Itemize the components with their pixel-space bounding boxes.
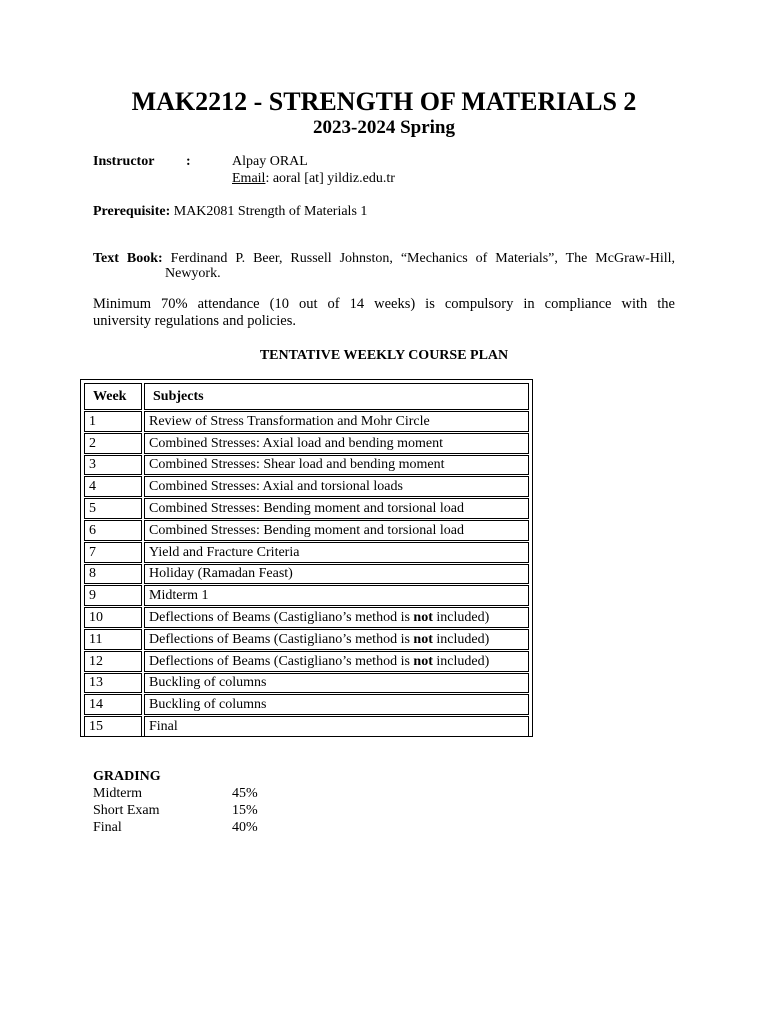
course-title: MAK2212 - STRENGTH OF MATERIALS 2 (131, 87, 637, 116)
subject-cell: Combined Stresses: Bending moment and torsional load (144, 498, 529, 519)
week-cell: 7 (84, 542, 142, 563)
textbook-label: Text Book: (93, 251, 163, 266)
week-cell: 14 (84, 694, 142, 715)
week-cell: 11 (84, 629, 142, 650)
subject-cell (144, 607, 529, 628)
prerequisite-label: Prerequisite: (93, 204, 171, 219)
week-cell: 15 (84, 716, 142, 737)
week-cell: 4 (84, 476, 142, 497)
grading-row (93, 785, 258, 802)
email-label: Email (232, 171, 266, 186)
subject-cell: Combined Stresses: Axial load and bending moment (144, 433, 529, 454)
subject-cell: Buckling of columns (144, 694, 529, 715)
grading-section (93, 768, 258, 836)
week-cell: 5 (84, 498, 142, 519)
week-cell: 1 (84, 411, 142, 432)
subject-text (149, 609, 489, 626)
subject-text-post: included) (432, 610, 490, 626)
prerequisite (93, 203, 367, 220)
instructor-name: Alpay ORAL (232, 154, 308, 169)
subject-cell: Holiday (Ramadan Feast) (144, 564, 529, 585)
subject-cell: Review of Stress Transformation and Mohr Circle (144, 411, 529, 432)
grading-item-value: 15% (232, 803, 258, 818)
course-plan-table (80, 379, 533, 737)
header-subjects: Subjects (144, 383, 529, 410)
subject-cell: Combined Stresses: Shear load and bending moment (144, 455, 529, 476)
subject-cell (144, 629, 529, 650)
subject-cell: Yield and Fracture Criteria (144, 542, 529, 563)
textbook-line2: Newyork. (165, 266, 221, 281)
week-cell: 6 (84, 520, 142, 541)
subject-cell: Midterm 1 (144, 585, 529, 606)
week-cell: 8 (84, 564, 142, 585)
subject-text (149, 631, 489, 648)
grading-list (93, 785, 258, 836)
week-cell: 12 (84, 651, 142, 672)
subject-cell: Combined Stresses: Axial and torsional loads (144, 476, 529, 497)
subject-cell (144, 651, 529, 672)
grading-item-value: 45% (232, 786, 258, 801)
prerequisite-value: MAK2081 Strength of Materials 1 (173, 204, 368, 219)
instructor-label: Instructor (93, 154, 155, 169)
subject-text-pre: Deflections of Beams (Castigliano’s method is (149, 631, 414, 647)
email-value: : aoral [at] yildiz.edu.tr (265, 171, 395, 186)
subject-cell: Combined Stresses: Bending moment and torsional load (144, 520, 529, 541)
subject-text-pre: Deflections of Beams (Castigliano’s method is (149, 653, 414, 669)
subject-cell: Final (144, 716, 529, 737)
subject-text (149, 653, 489, 670)
grading-item-label: Midterm (93, 786, 142, 801)
grading-row (93, 819, 258, 836)
course-term: 2023-2024 Spring (313, 117, 455, 138)
attendance-line1: Minimum 70% attendance (10 out of 14 weeks) is compulsory in compliance with the (93, 296, 675, 312)
subject-cell: Buckling of columns (144, 673, 529, 694)
plan-title: TENTATIVE WEEKLY COURSE PLAN (259, 348, 509, 363)
subject-text-post: included) (432, 653, 490, 669)
grading-item-value: 40% (232, 820, 258, 835)
textbook-text: Ferdinand P. Beer, Russell Johnston, “Mechanics of Materials”, The McGraw-Hill, (170, 251, 676, 266)
week-cell: 2 (84, 433, 142, 454)
instructor-colon: : (186, 154, 191, 169)
grading-row (93, 802, 258, 819)
subject-text-emphasis: not (413, 610, 433, 626)
instructor-email (232, 170, 395, 187)
grading-title: GRADING (93, 769, 161, 784)
grading-item-label: Short Exam (93, 803, 160, 818)
grading-item-label: Final (93, 820, 122, 835)
week-cell: 9 (84, 585, 142, 606)
week-cell: 10 (84, 607, 142, 628)
subject-text-emphasis: not (413, 653, 433, 669)
header-week: Week (84, 383, 142, 410)
week-cell: 13 (84, 673, 142, 694)
subject-text-pre: Deflections of Beams (Castigliano’s method is (149, 610, 414, 626)
subject-text-post: included) (432, 631, 490, 647)
subject-text-emphasis: not (413, 631, 433, 647)
attendance-line2: university regulations and policies. (93, 313, 296, 329)
week-cell: 3 (84, 455, 142, 476)
